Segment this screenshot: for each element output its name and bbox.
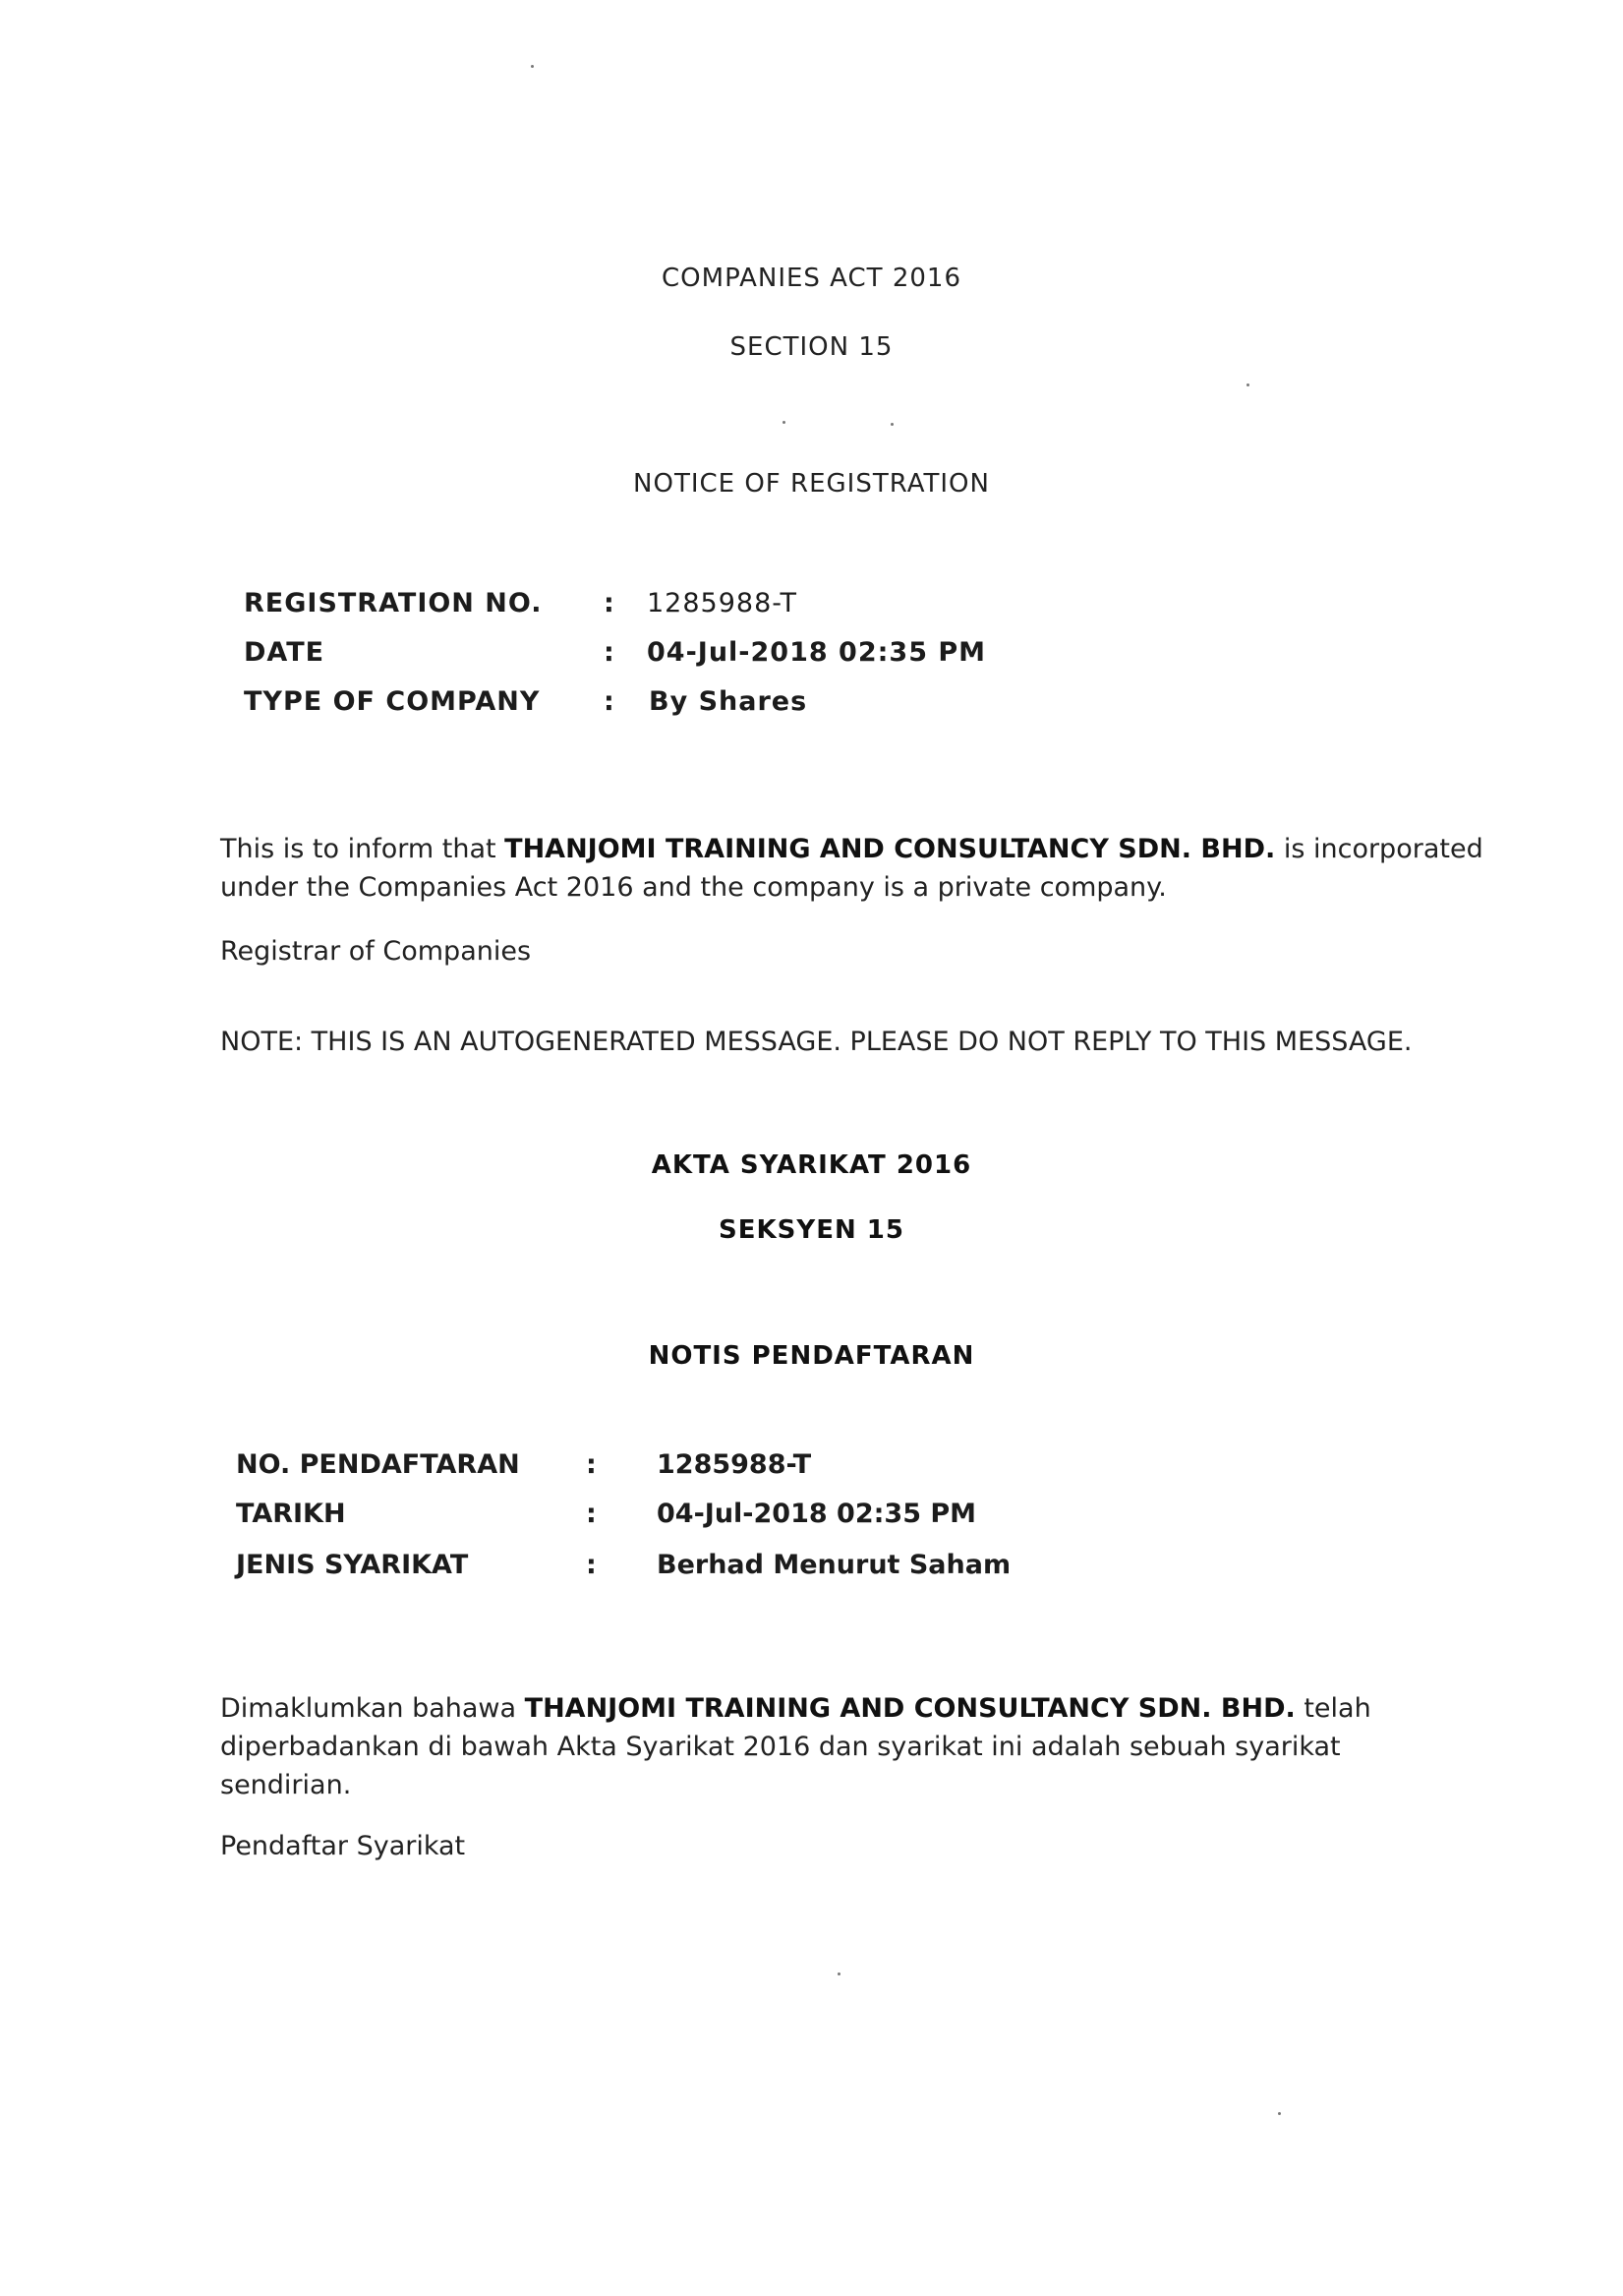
field-label: JENIS SYARIKAT [236, 1550, 469, 1580]
notice-title-ms: NOTIS PENDAFTARAN [648, 1341, 975, 1371]
field-value: 1285988-T [657, 1449, 812, 1480]
act-title-en: COMPANIES ACT 2016 [662, 264, 961, 293]
field-value: By Shares [649, 686, 808, 717]
field-label: NO. PENDAFTARAN [236, 1449, 520, 1480]
scan-speck [531, 65, 534, 68]
field-value: Berhad Menurut Saham [657, 1550, 1012, 1580]
field-label: TARIKH [236, 1499, 346, 1529]
field-label: REGISTRATION NO. [244, 588, 543, 618]
field-label: TYPE OF COMPANY [244, 686, 541, 717]
signature-en: Registrar of Companies [220, 936, 532, 967]
field-colon: : [586, 1499, 597, 1529]
field-value: 04-Jul-2018 02:35 PM [647, 637, 987, 668]
company-name: THANJOMI TRAINING AND CONSULTANCY SDN. BHD. [504, 834, 1276, 864]
body-prefix: Dimaklumkan bahawa [220, 1693, 525, 1724]
body-prefix: This is to inform that [220, 834, 505, 864]
field-value: 04-Jul-2018 02:35 PM [657, 1499, 977, 1529]
scan-speck [891, 423, 894, 426]
field-colon: : [604, 686, 614, 717]
autogen-note: NOTE: THIS IS AN AUTOGENERATED MESSAGE. PLEASE DO NOT REPLY TO THIS MESSAGE. [220, 1027, 1413, 1057]
body-paragraph-en [220, 830, 1498, 907]
section-en: SECTION 15 [729, 332, 894, 362]
signature-ms: Pendaftar Syarikat [220, 1831, 466, 1861]
scan-speck [838, 1972, 840, 1975]
act-title-ms: AKTA SYARIKAT 2016 [651, 1150, 972, 1180]
scan-speck [783, 421, 785, 424]
field-value: 1285988-T [647, 588, 798, 618]
scan-speck [1278, 2112, 1281, 2115]
body-suffix: is incorporated under the Companies Act 2016 and the company is a private company. [220, 834, 1483, 903]
section-ms: SEKSYEN 15 [719, 1215, 904, 1245]
scan-speck [1246, 383, 1249, 386]
field-colon: : [604, 637, 614, 668]
field-colon: : [604, 588, 614, 618]
field-label: DATE [244, 637, 325, 668]
body-suffix: telah diperbadankan di bawah Akta Syarikat 2016 dan syarikat ini adalah sebuah syarikat sendirian. [220, 1693, 1371, 1800]
notice-title-en: NOTICE OF REGISTRATION [633, 469, 990, 499]
body-paragraph-ms [220, 1689, 1439, 1804]
field-colon: : [586, 1449, 597, 1480]
company-name: THANJOMI TRAINING AND CONSULTANCY SDN. BHD. [524, 1693, 1296, 1724]
field-colon: : [586, 1550, 597, 1580]
